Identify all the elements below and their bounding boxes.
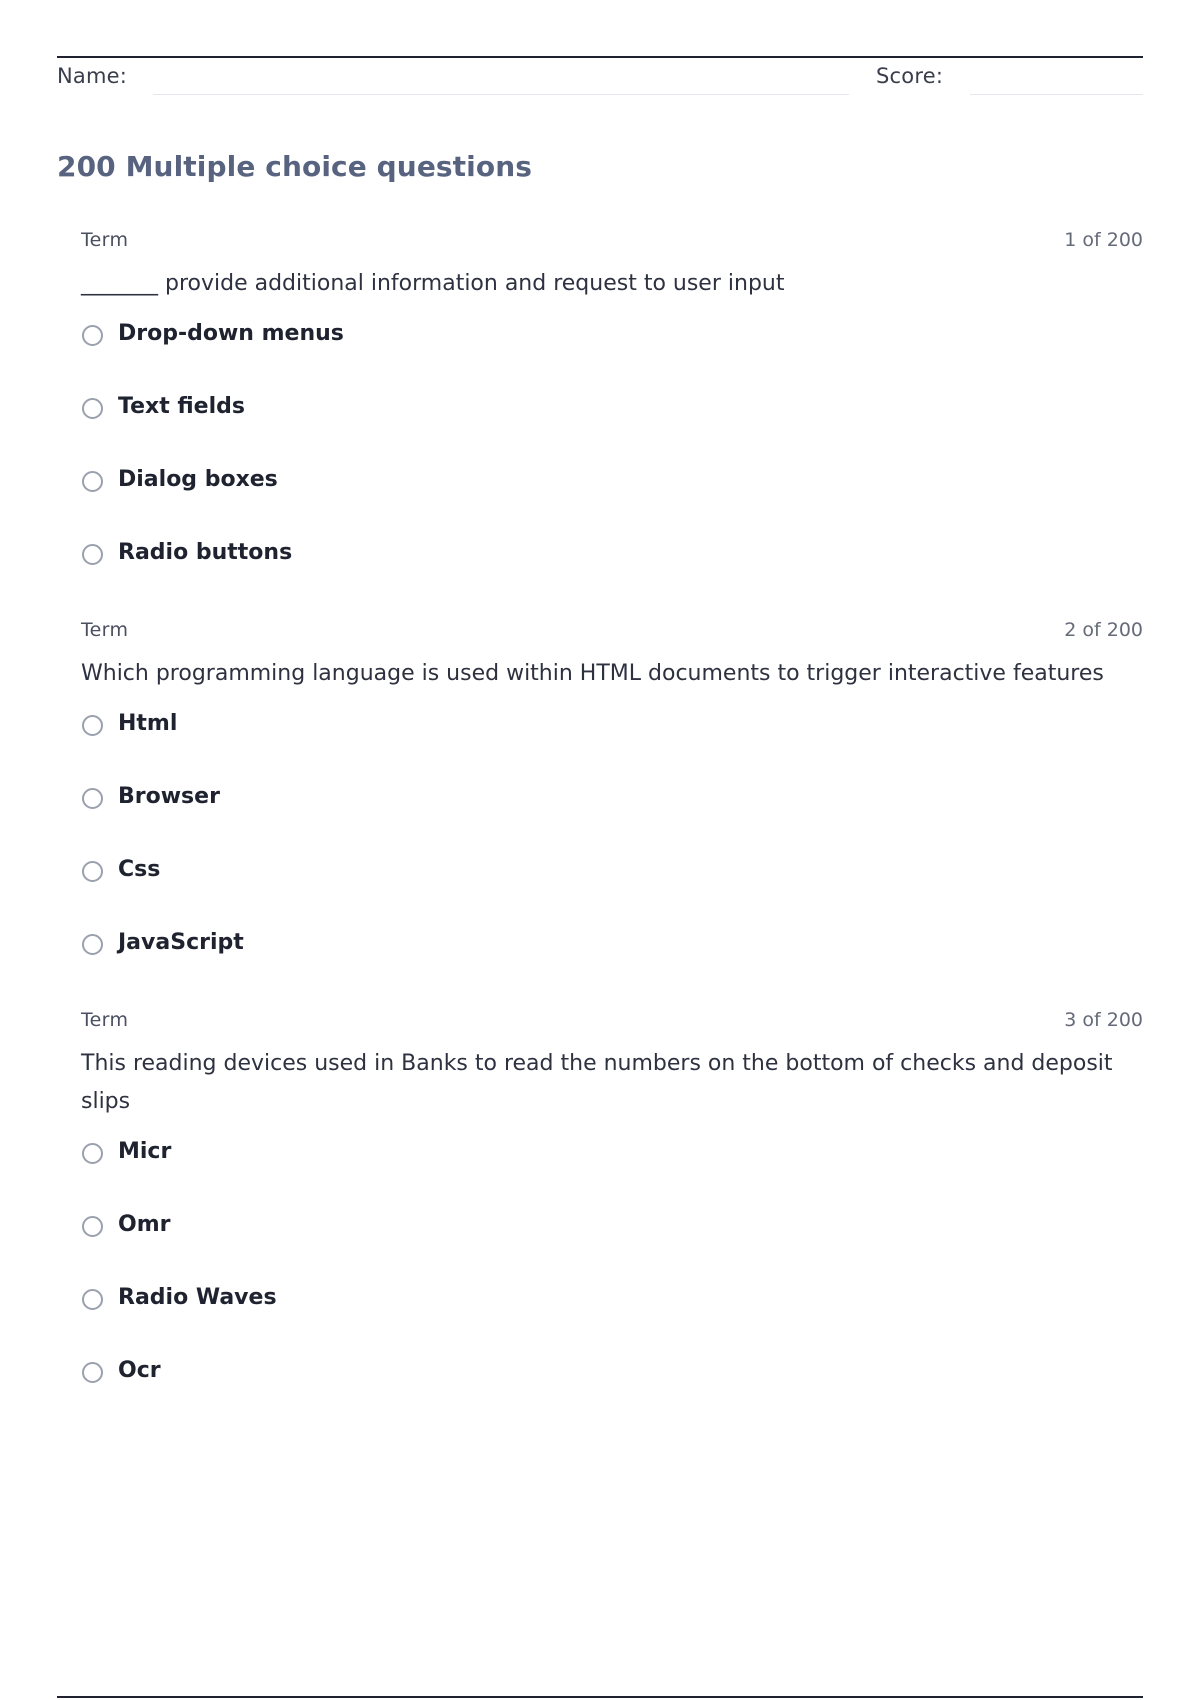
radio-icon[interactable] xyxy=(82,471,103,492)
question-counter: 3 of 200 xyxy=(1064,1009,1143,1031)
radio-icon[interactable] xyxy=(82,934,103,955)
radio-icon[interactable] xyxy=(82,544,103,565)
radio-icon[interactable] xyxy=(82,325,103,346)
question-2 xyxy=(81,619,1143,996)
radio-icon[interactable] xyxy=(82,1216,103,1237)
option-label: Radio Waves xyxy=(118,1285,277,1310)
bottom-rule xyxy=(57,1696,1143,1698)
answer-option[interactable] xyxy=(81,923,1143,996)
question-header xyxy=(81,619,1143,645)
radio-icon[interactable] xyxy=(82,1362,103,1383)
radio-icon[interactable] xyxy=(82,1289,103,1310)
score-field[interactable] xyxy=(970,94,1143,95)
option-label: Text fields xyxy=(118,394,245,419)
question-header xyxy=(81,229,1143,255)
option-list xyxy=(81,704,1143,996)
question-counter: 1 of 200 xyxy=(1064,229,1143,251)
option-label: Micr xyxy=(118,1139,172,1164)
top-rule xyxy=(57,56,1143,58)
answer-option[interactable] xyxy=(81,314,1143,387)
name-field[interactable] xyxy=(153,94,849,95)
radio-icon[interactable] xyxy=(82,715,103,736)
option-label: Drop-down menus xyxy=(118,321,344,346)
answer-option[interactable] xyxy=(81,704,1143,777)
radio-icon[interactable] xyxy=(82,861,103,882)
answer-option[interactable] xyxy=(81,850,1143,923)
radio-icon[interactable] xyxy=(82,788,103,809)
radio-icon[interactable] xyxy=(82,1143,103,1164)
worksheet-header xyxy=(57,62,1143,98)
option-label: Ocr xyxy=(118,1358,161,1383)
question-prompt: This reading devices used in Banks to read the numbers on the bottom of checks and deposit slips xyxy=(81,1051,1113,1114)
option-label: JavaScript xyxy=(118,930,244,955)
score-label: Score: xyxy=(876,64,944,88)
term-label: Term xyxy=(81,229,129,251)
question-prompt: _______ provide additional information and request to user input xyxy=(81,271,785,296)
option-label: Dialog boxes xyxy=(118,467,278,492)
term-label: Term xyxy=(81,1009,129,1031)
page-title: 200 Multiple choice questions xyxy=(57,150,533,183)
answer-option[interactable] xyxy=(81,533,1143,606)
option-label: Omr xyxy=(118,1212,171,1237)
answer-option[interactable] xyxy=(81,1132,1143,1205)
answer-option[interactable] xyxy=(81,1278,1143,1351)
question-prompt: Which programming language is used within HTML documents to trigger interactive features xyxy=(81,661,1104,686)
option-label: Browser xyxy=(118,784,220,809)
option-label: Html xyxy=(118,711,178,736)
question-1 xyxy=(81,229,1143,606)
question-3 xyxy=(81,1009,1143,1424)
option-label: Radio buttons xyxy=(118,540,293,565)
answer-option[interactable] xyxy=(81,387,1143,460)
question-header xyxy=(81,1009,1143,1035)
term-label: Term xyxy=(81,619,129,641)
option-label: Css xyxy=(118,857,161,882)
question-counter: 2 of 200 xyxy=(1064,619,1143,641)
option-list xyxy=(81,1132,1143,1424)
answer-option[interactable] xyxy=(81,777,1143,850)
answer-option[interactable] xyxy=(81,1351,1143,1424)
name-label: Name: xyxy=(57,64,128,88)
radio-icon[interactable] xyxy=(82,398,103,419)
answer-option[interactable] xyxy=(81,460,1143,533)
option-list xyxy=(81,314,1143,606)
answer-option[interactable] xyxy=(81,1205,1143,1278)
